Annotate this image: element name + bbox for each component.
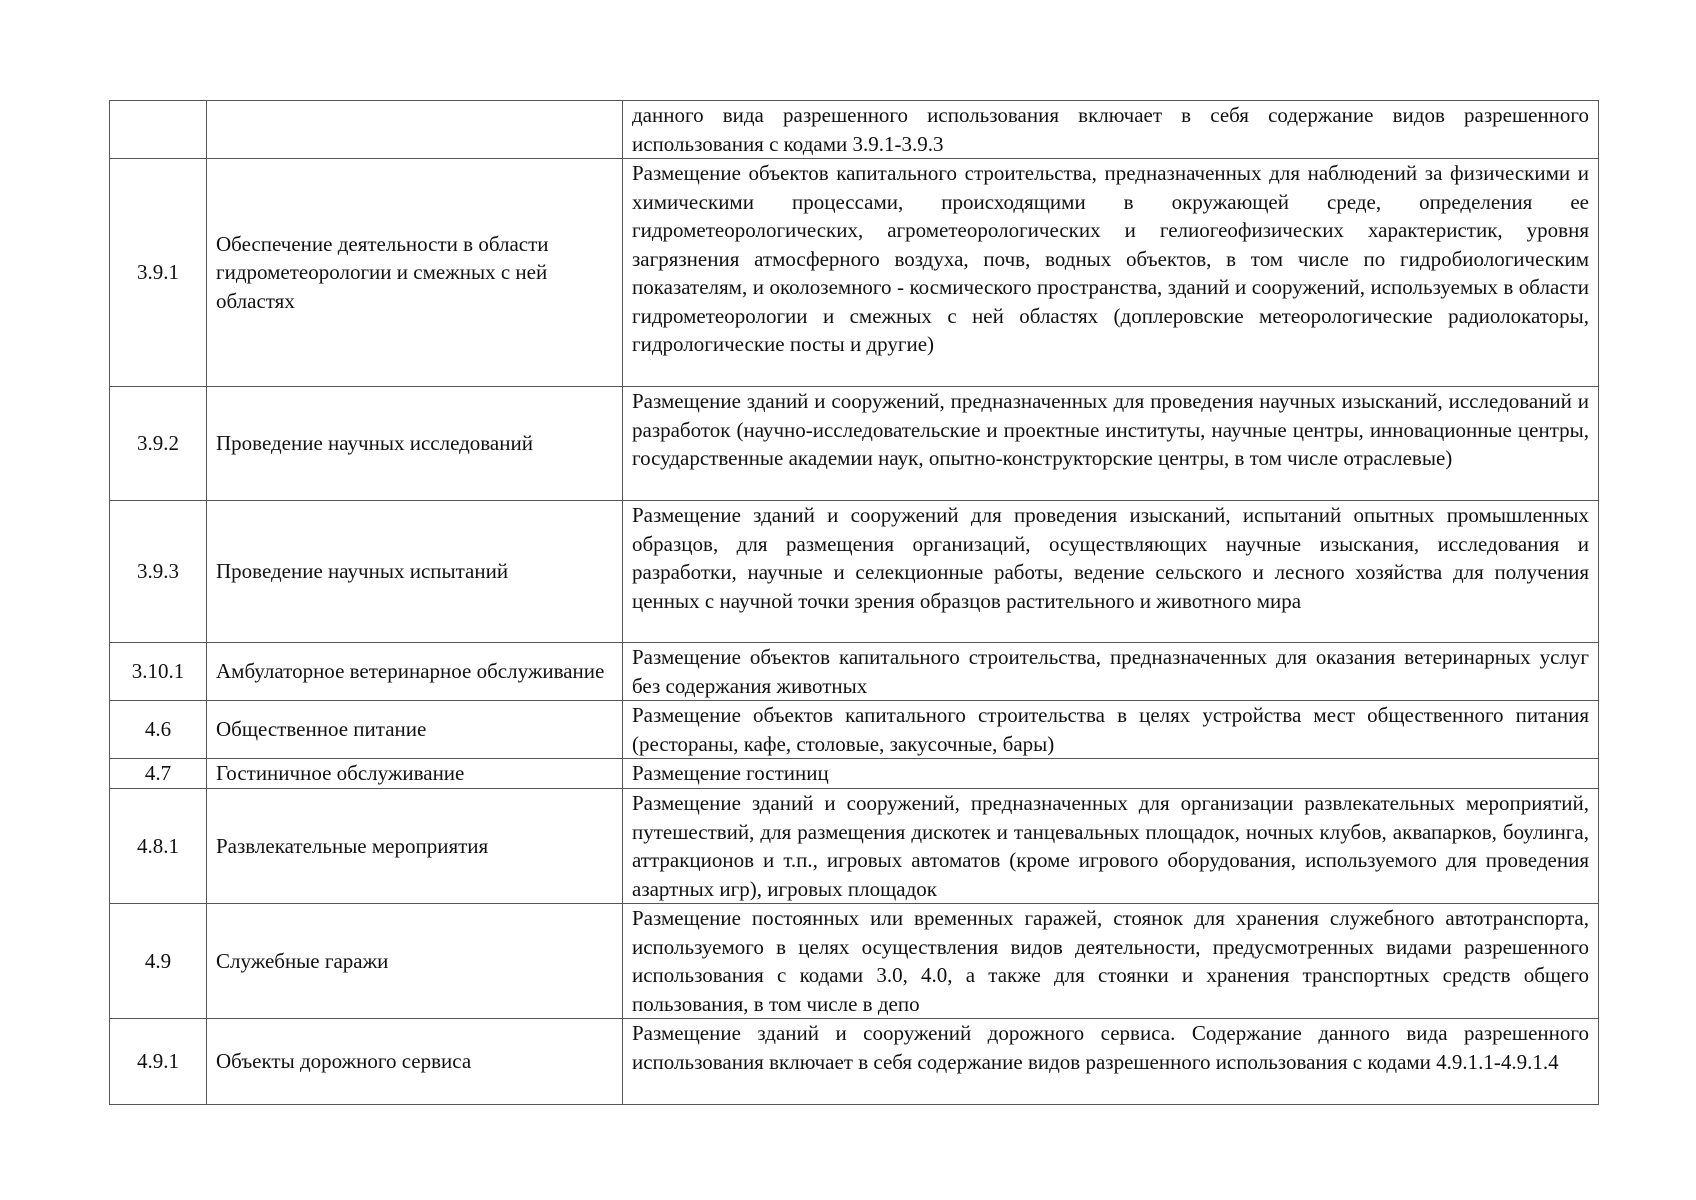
row-name: Общественное питание (207, 701, 623, 759)
row-name: Гостиничное обслуживание (207, 759, 623, 789)
row-code: 3.10.1 (110, 643, 207, 701)
row-description: Размещение объектов капитального строительства, предназначенных для оказания ветеринарных услуг без содержания животных (623, 643, 1599, 701)
row-description: Размещение зданий и сооружений, предназначенных для проведения научных изысканий, исследований и разработок (научно-исследовательские и проектные институты, научные центры, инновационные центры, государственные академии наук, опытно-конструкторские центры, в том числе отраслевые) (623, 387, 1599, 501)
row-code (110, 101, 207, 159)
row-code: 4.9 (110, 904, 207, 1019)
row-name: Служебные гаражи (207, 904, 623, 1019)
table-row (110, 1019, 1599, 1105)
table-row (110, 643, 1599, 701)
row-description: данного вида разрешенного использования включает в себя содержание видов разрешенного использования с кодами 3.9.1-3.9.3 (623, 101, 1599, 159)
row-description: Размещение зданий и сооружений дорожного сервиса. Содержание данного вида разрешенного использования включает в себя содержание видов разрешенного использования с кодами 4.9.1.1-4.9.1.4 (623, 1019, 1599, 1105)
table-row (110, 904, 1599, 1019)
table-row (110, 101, 1599, 159)
table-row (110, 701, 1599, 759)
row-description: Размещение гостиниц (623, 759, 1599, 789)
table-row (110, 501, 1599, 643)
row-description: Размещение объектов капитального строительства в целях устройства мест общественного питания (рестораны, кафе, столовые, закусочные, бары) (623, 701, 1599, 759)
row-code: 3.9.3 (110, 501, 207, 643)
row-code: 3.9.2 (110, 387, 207, 501)
table-row (110, 387, 1599, 501)
row-description: Размещение зданий и сооружений, предназначенных для организации развлекательных мероприятий, путешествий, для размещения дискотек и танцевальных площадок, ночных клубов, аквапарков, боулинга, аттракционов и т.п., игровых автоматов (кроме игрового оборудования, используемого для проведения азартных игр), игровых площадок (623, 789, 1599, 904)
row-name (207, 101, 623, 159)
row-name: Обеспечение деятельности в области гидрометеорологии и смежных с ней областях (207, 159, 623, 387)
row-name: Объекты дорожного сервиса (207, 1019, 623, 1105)
row-description: Размещение зданий и сооружений для проведения изысканий, испытаний опытных промышленных образцов, для размещения организаций, осуществляющих научные изыскания, исследования и разработки, научные и селекционные работы, ведение сельского и лесного хозяйства для получения ценных с научной точки зрения образцов растительного и животного мира (623, 501, 1599, 643)
table-row (110, 759, 1599, 789)
row-code: 3.9.1 (110, 159, 207, 387)
row-description: Размещение объектов капитального строительства, предназначенных для наблюдений за физическими и химическими процессами, происходящими в окружающей среде, определения ее гидрометеорологических, агрометеорологических и гелиогеофизических характеристик, уровня загрязнения атмосферного воздуха, почв, водных объектов, в том числе по гидробиологическим показателям, и околоземного - космического пространства, зданий и сооружений, используемых в области гидрометеорологии и смежных с ней областях (доплеровские метеорологические радиолокаторы, гидрологические посты и другие) (623, 159, 1599, 387)
row-code: 4.9.1 (110, 1019, 207, 1105)
table-row (110, 159, 1599, 387)
row-code: 4.8.1 (110, 789, 207, 904)
row-description: Размещение постоянных или временных гаражей, стоянок для хранения служебного автотранспорта, используемого в целях осуществления видов деятельности, предусмотренных видами разрешенного использования с кодами 3.0, 4.0, а также для стоянки и хранения транспортных средств общего пользования, в том числе в депо (623, 904, 1599, 1019)
row-name: Проведение научных испытаний (207, 501, 623, 643)
row-name: Проведение научных исследований (207, 387, 623, 501)
row-name: Развлекательные мероприятия (207, 789, 623, 904)
land-use-table (109, 100, 1599, 1105)
row-name: Амбулаторное ветеринарное обслуживание (207, 643, 623, 701)
table-row (110, 789, 1599, 904)
row-code: 4.6 (110, 701, 207, 759)
row-code: 4.7 (110, 759, 207, 789)
